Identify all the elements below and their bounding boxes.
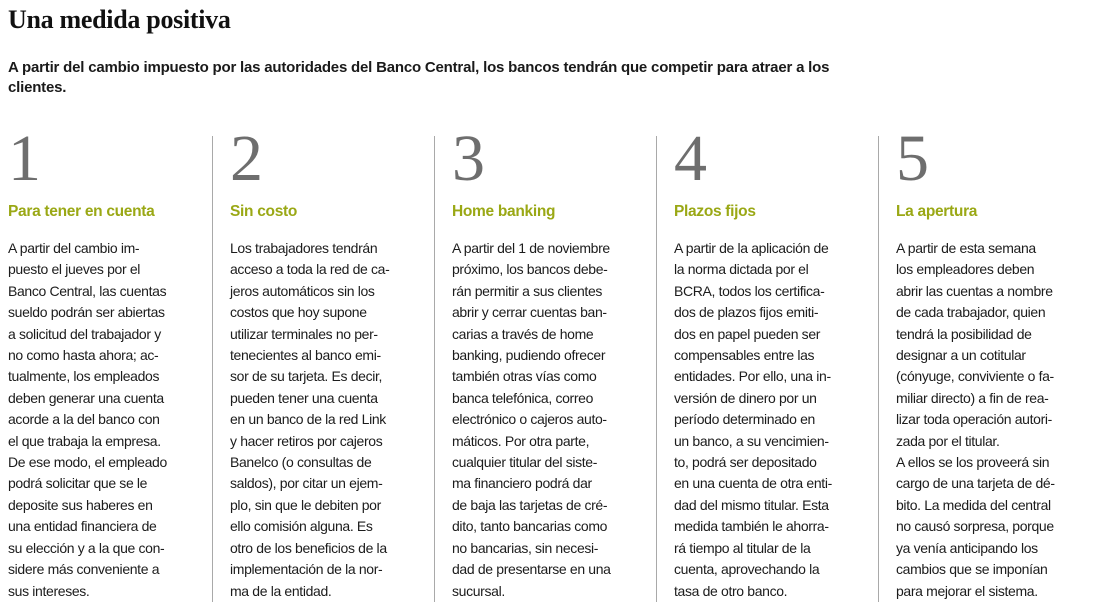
column-divider (212, 136, 213, 602)
column-2 (230, 122, 452, 606)
column-divider (656, 136, 657, 602)
column-body: Los trabajadores tendrán acceso a toda la red de ca- jeros automáticos sin los costos que hoy supone utilizar terminales no per- tenecientes al banco emi- sor de su tarjeta. Es decir, pueden tener una cuenta en un banco de la red Link y hacer retiros por cajeros Banelco (o consultas de saldos), por citar un ejem- plo, sin que le debiten por ello comisión alguna. Es otro de los beneficios de la implementación de la nor- ma de la entidad. (230, 240, 390, 599)
column-title: Para tener en cuenta (8, 203, 155, 220)
intro-text: A partir del cambio impuesto por las autoridades del Banco Central, los bancos tendrán que competir para atraer a los clientes. (8, 59, 830, 96)
column-3 (452, 122, 674, 606)
column-body: A partir de esta semana los empleadores deben abrir las cuentas a nombre de cada trabajador, quien tendrá la posibilidad de designar a un cotitular (cónyuge, conviviente o fa- miliar directo) a fin de rea- lizar toda operación autori- zada por el titular. A ellos se los proveerá sin cargo de una tarjeta de dé- bito. La medida del central no causó sorpresa, porque ya venía anticipando los cambios que se imponían para mejorar el sistema. (896, 240, 1055, 599)
column-body: A partir del 1 de noviembre próximo, los bancos debe- rán permitir a sus clientes abrir y cerrar cuentas ban- carias a través de home banking, pudiendo ofrecer también otras vías como banca telefónica, correo electrónico o cajeros auto- máticos. Por otra parte, cualquier titular del siste- ma financiero podrá dar de baja las tarjetas de cré- dito, tanto bancarias como no bancarias, sin necesi- dad de presentarse en una sucursal. (452, 240, 611, 599)
column-number: 2 (230, 122, 262, 195)
column-4 (674, 122, 896, 606)
columns (8, 122, 1093, 606)
column-title: Sin costo (230, 203, 298, 220)
column-body: A partir de la aplicación de la norma dictada por el BCRA, todos los certifica- dos de plazos fijos emiti- dos en papel pueden ser compensables entre las entidades. Por ello, una in- versión de dinero por un período determinado en un banco, a su vencimien- to, podrá ser depositado en una cuenta de otra enti- dad del mismo titular. Esta medida también le ahorra- rá tiempo al titular de la cuenta, aprovechando la tasa de otro banco. (674, 240, 832, 599)
column-title: Home banking (452, 203, 556, 220)
column-title: Plazos fijos (674, 203, 756, 220)
column-divider (878, 136, 879, 602)
column-5 (896, 122, 1093, 606)
column-number: 3 (452, 122, 484, 195)
column-title: La apertura (896, 203, 978, 220)
column-divider (434, 136, 435, 602)
column-1 (8, 122, 230, 606)
column-body: A partir del cambio im- puesto el jueves por el Banco Central, las cuentas sueldo podrán ser abiertas a solicitud del trabajador y no como hasta ahora; ac- tualmente, los empleados deben generar una cuenta acorde a la del banco con el que trabaja la empresa. De ese modo, el empleado podrá solicitar que se le deposite sus haberes en una entidad financiera de su elección y a la que con- sidere más conveniente a sus intereses. (8, 240, 167, 599)
column-number: 1 (8, 122, 40, 195)
column-number: 4 (674, 122, 706, 195)
column-number: 5 (896, 122, 928, 195)
headline: Una medida positiva (8, 5, 231, 34)
